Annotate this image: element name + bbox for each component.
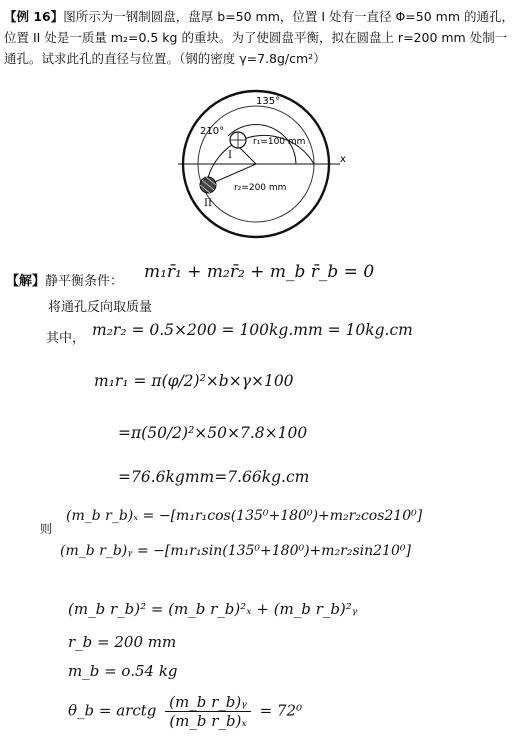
angle-135-label: 135° bbox=[256, 96, 281, 107]
theta-fraction bbox=[165, 693, 251, 730]
theta-lhs: θ_b = arctg bbox=[68, 701, 157, 720]
pos-1-label: I bbox=[228, 150, 232, 161]
equation-y-component: (m_b r_b)ᵧ = −[m₁r₁sin(135⁰+180⁰)+m₂r₂sin210⁰] bbox=[60, 543, 411, 559]
note-reverse-hole: 将通孔反向取质量 bbox=[48, 300, 153, 315]
angle-210-label: 210° bbox=[200, 126, 225, 137]
disk-diagram bbox=[178, 84, 348, 264]
balance-condition-equation: m₁r̄₁ + m₂r̄₂ + m_b r̄_b = 0 bbox=[144, 262, 375, 282]
r1-label: r₁=100 mm bbox=[253, 137, 306, 147]
equation-m1r1-formula: m₁r₁ = π(φ/2)²×b×γ×100 bbox=[94, 372, 294, 390]
equation-m1r1-substitution: =π(50/2)²×50×7.8×100 bbox=[118, 424, 308, 442]
equation-rb: r_b = 200 mm bbox=[68, 633, 177, 651]
r2-label: r₂=200 mm bbox=[234, 183, 287, 193]
problem-statement bbox=[4, 6, 516, 69]
equation-theta bbox=[68, 693, 302, 730]
note-where: 其中， bbox=[46, 331, 86, 346]
x-axis-label: x bbox=[340, 154, 346, 165]
theta-rhs: = 72⁰ bbox=[259, 701, 303, 720]
equation-magnitude: (m_b r_b)² = (m_b r_b)²ₓ + (m_b r_b)²ᵧ bbox=[68, 600, 358, 618]
equation-x-component: (m_b r_b)ₓ = −[m₁r₁cos(135⁰+180⁰)+m₂r₂cos210⁰] bbox=[66, 508, 423, 524]
then-label: 则 bbox=[40, 522, 53, 536]
solution-tag: 【解】 bbox=[6, 274, 46, 289]
equation-m2r2: m₂r₂ = 0.5×200 = 100kg.mm = 10kg.cm bbox=[92, 321, 413, 339]
equation-m1r1-result: =76.6kgmm=7.66kg.cm bbox=[118, 468, 310, 486]
pos-2-label: II bbox=[204, 198, 212, 209]
problem-tag: 【例 16】 bbox=[4, 9, 64, 24]
theta-numerator: (m_b r_b)ᵧ bbox=[165, 693, 251, 712]
condition-label: 静平衡条件： bbox=[45, 274, 124, 289]
theta-denominator: (m_b r_b)ₓ bbox=[169, 712, 247, 730]
problem-text: 图所示为一钢制圆盘，盘厚 b=50 mm，位置 I 处有一直径 Φ=50 mm 的通孔，位置 II 处是一质量 m₂=0.5 kg 的重块。为了使圆盘平衡，拟在圆盘上 r=200 mm 处制一通孔。试求此孔的直径与位置。（钢的密度 γ=7.8g/cm²） bbox=[4, 9, 514, 66]
solution-head bbox=[6, 270, 123, 289]
equation-mb: m_b = o.54 kg bbox=[68, 662, 178, 680]
